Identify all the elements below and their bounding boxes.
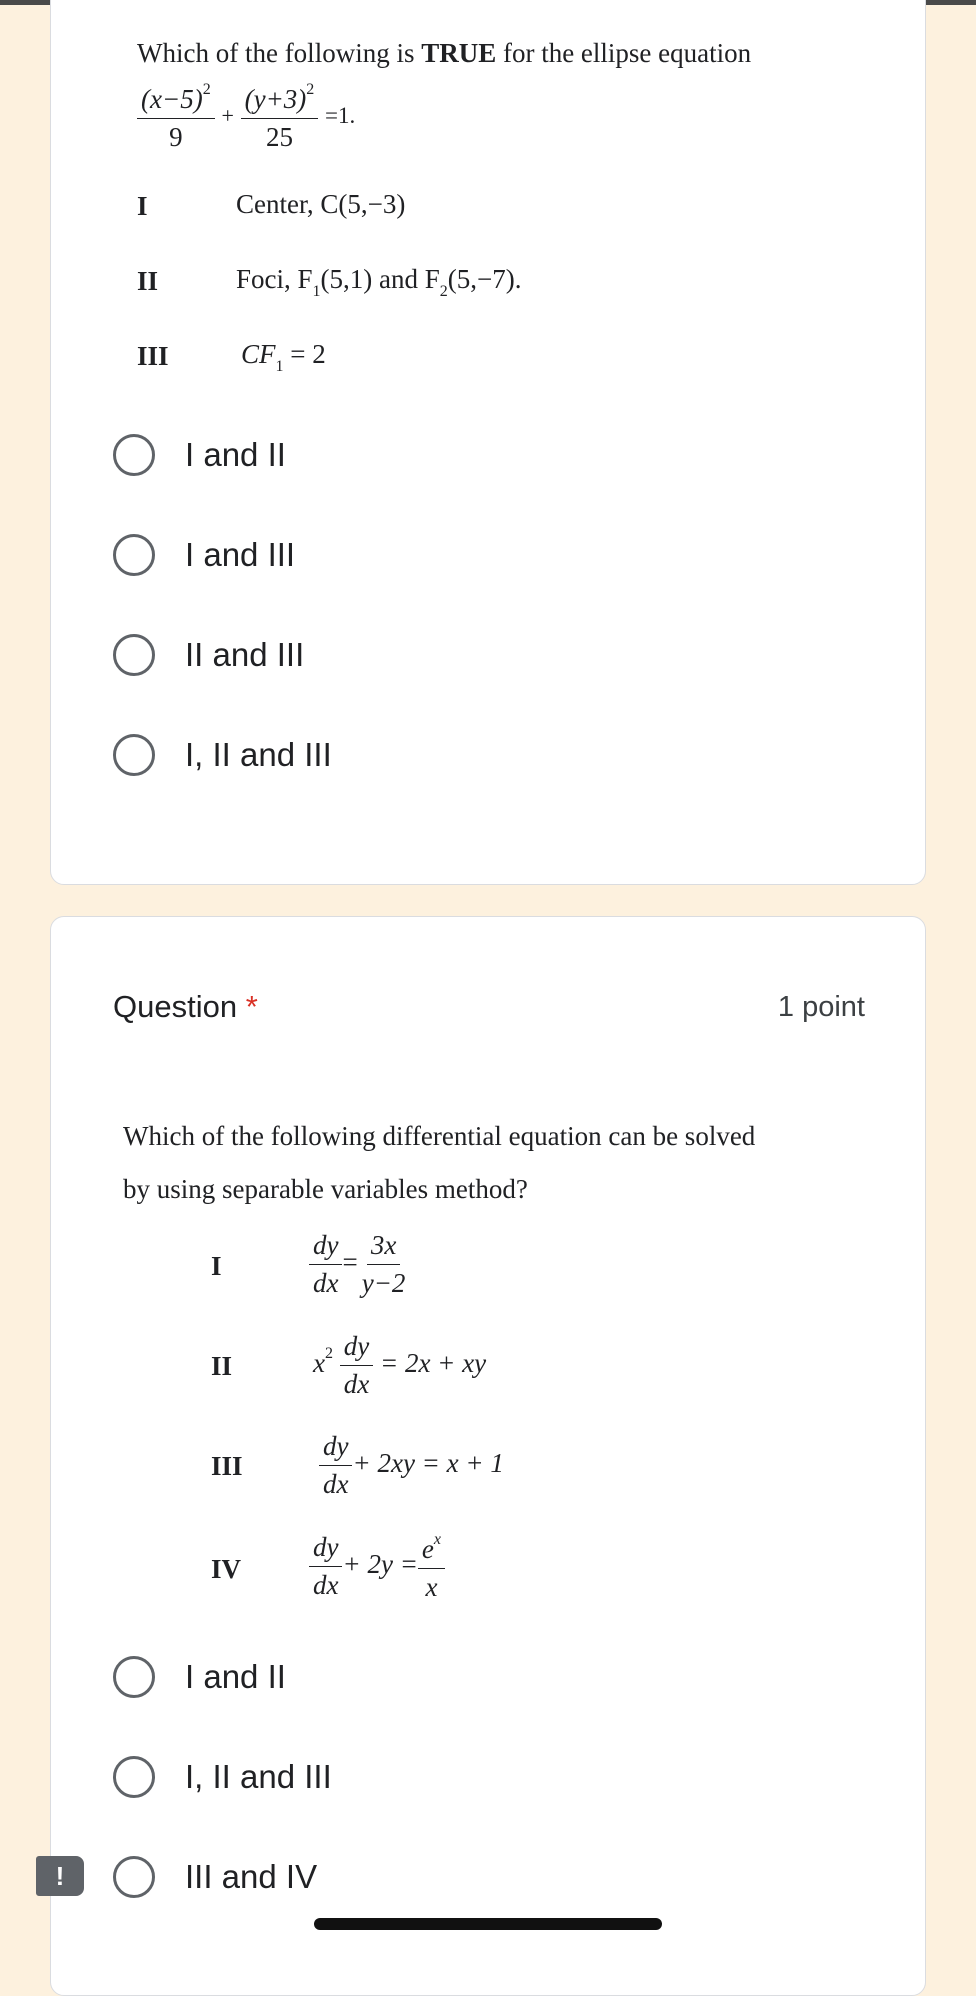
option-i-ii-and-iii[interactable]: I, II and III [113, 1749, 332, 1805]
statement-roman-1: I [137, 191, 148, 221]
radio-unchecked-icon[interactable] [113, 434, 155, 476]
statement-roman-4: IV [211, 1554, 242, 1584]
radio-unchecked-icon[interactable] [113, 634, 155, 676]
statement-roman-2: II [137, 266, 159, 296]
question-prompt-line-1: Which of the following differential equation can be solved [123, 1121, 756, 1151]
question-prompt: Which of the following is TRUE for the ellipse equation [137, 38, 752, 68]
required-asterisk: * [245, 989, 258, 1024]
question-prompt-line-2: by using separable variables method? [123, 1174, 528, 1204]
option-i-ii-and-iii[interactable]: I, II and III [113, 727, 332, 783]
statement-roman-3: III [137, 341, 169, 371]
report-problem-icon[interactable]: ! [36, 1856, 84, 1896]
question-title: Question * [113, 989, 258, 1024]
ellipse-equation: $\frac{(x-5)^2}{9}$ + $\frac{(y+3)^2}{25}$ =1. [137, 81, 355, 152]
option-iii-and-iv[interactable]: III and IV [113, 1849, 317, 1905]
question-card-ellipse [50, 0, 926, 885]
statement-roman-2: II [211, 1351, 233, 1381]
option-i-and-iii[interactable]: I and III [113, 527, 295, 583]
question-points: 1 point [777, 991, 865, 1023]
statement-roman-3: III [211, 1451, 243, 1481]
option-i-and-ii[interactable]: I and II [113, 427, 286, 483]
equation-4: $\frac{dy}{dx}$ + 2y = $\frac{e^x}{x}$ [309, 1531, 445, 1602]
statement-roman-1: I [211, 1251, 222, 1281]
equation-1: $\frac{dy}{dx}$ = $\frac{3x}{y-2}$ [309, 1231, 409, 1298]
radio-unchecked-icon[interactable] [113, 1856, 155, 1898]
radio-unchecked-icon[interactable] [113, 534, 155, 576]
equation-3: $\frac{dy}{dx}$ + 2xy = x + 1 [319, 1432, 504, 1499]
equation-2: $x^2$ $\frac{dy}{dx}$ = 2x + xy [313, 1331, 487, 1399]
statement-foci: Foci, $F_1(5,1)$ and $F_2(5,-7)$. [236, 264, 522, 300]
option-i-and-ii[interactable]: I and II [113, 1649, 286, 1705]
question-card-differential [50, 916, 926, 1996]
statement-cf1: $CF_1 = 2$ [241, 339, 326, 375]
home-indicator-bar[interactable] [314, 1918, 662, 1930]
radio-unchecked-icon[interactable] [113, 1656, 155, 1698]
option-ii-and-iii[interactable]: II and III [113, 627, 304, 683]
statement-center: Center, C(5,−3) [236, 189, 406, 219]
radio-unchecked-icon[interactable] [113, 1756, 155, 1798]
radio-unchecked-icon[interactable] [113, 734, 155, 776]
